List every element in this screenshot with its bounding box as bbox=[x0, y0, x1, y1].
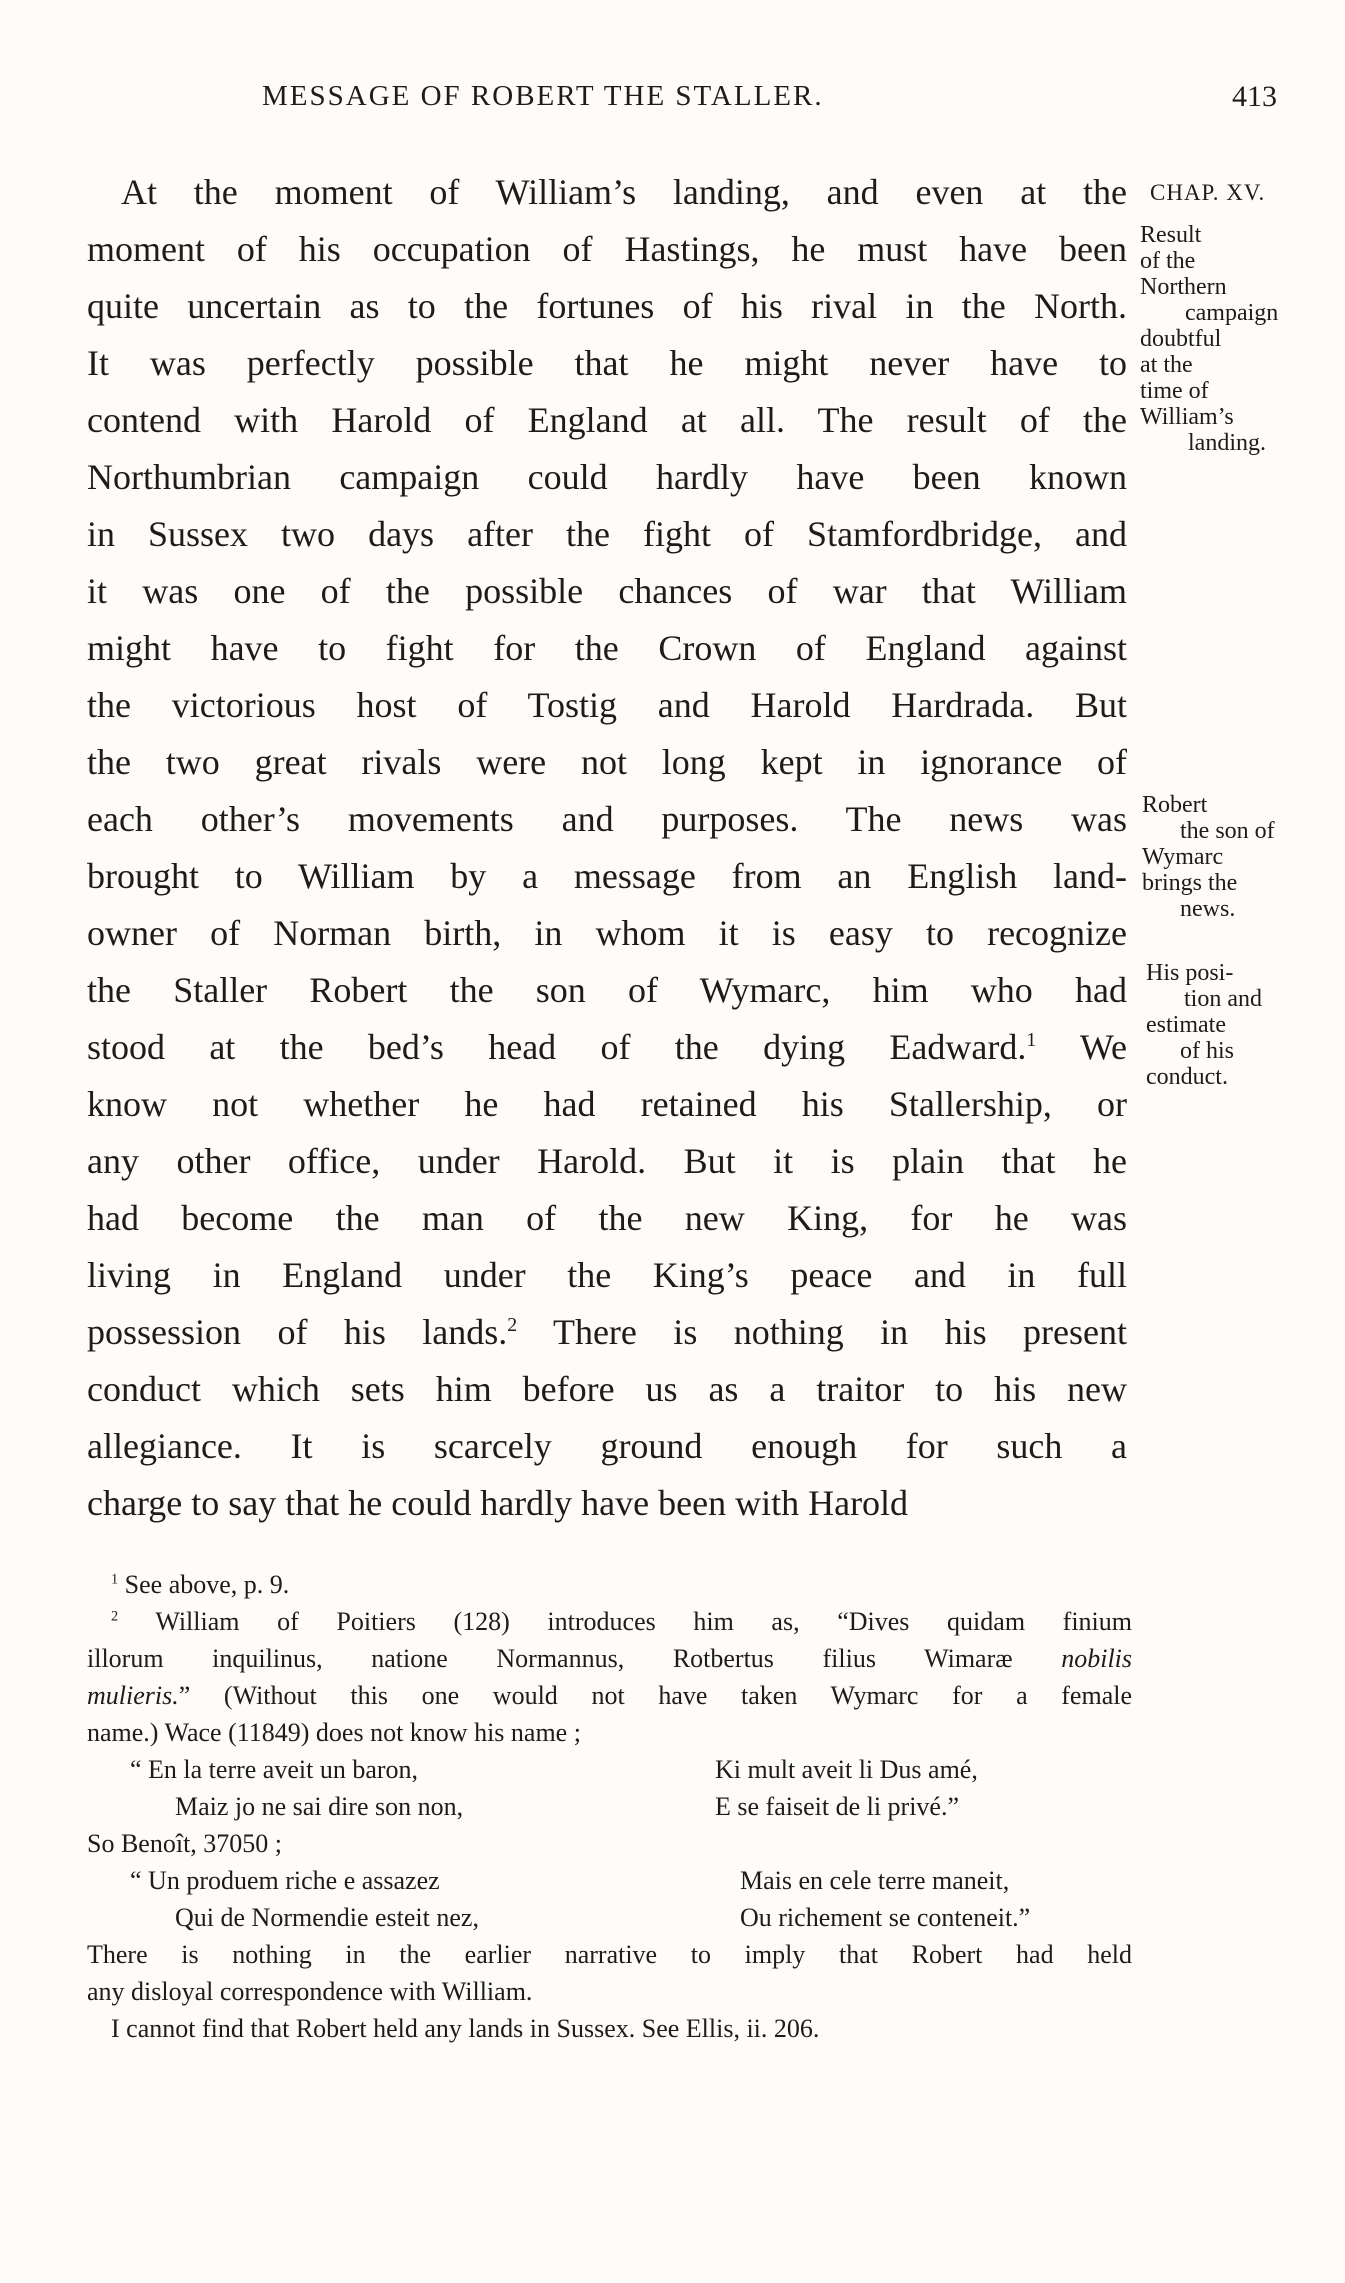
margin-note-line: campaign bbox=[1185, 300, 1279, 326]
text-line: any other office, under Harold. But it is plain that he bbox=[87, 1141, 1127, 1181]
text-line: owner of Norman birth, in whom it is easy to recognize bbox=[87, 913, 1127, 953]
main-text bbox=[87, 164, 1127, 1532]
footnote-3: I cannot find that Robert held any lands in Sussex. See Ellis, ii. 206. bbox=[111, 2014, 820, 2043]
footnote-2-line bbox=[87, 1603, 1132, 1640]
margin-note-line: of his bbox=[1180, 1038, 1234, 1064]
margin-note-line: Wymarc bbox=[1142, 844, 1224, 870]
footnote-text: See above, p. 9. bbox=[124, 1570, 290, 1599]
margin-note-line: tion and bbox=[1184, 986, 1262, 1012]
text-line: It was perfectly possible that he might never have to bbox=[87, 343, 1127, 383]
text-line: brought to William by a message from an English land- bbox=[87, 856, 1127, 896]
margin-note-line: Northern bbox=[1140, 274, 1227, 300]
footnote-2-line: So Benoît, 37050 ; bbox=[87, 1829, 283, 1858]
text-line: the victorious host of Tostig and Harold Hardrada. But bbox=[87, 685, 1127, 725]
text-line: Northumbrian campaign could hardly have been known bbox=[87, 457, 1127, 497]
text-line: conduct which sets him before us as a traitor to his new bbox=[87, 1369, 1127, 1409]
text-line: contend with Harold of England at all. The result of the bbox=[87, 400, 1127, 440]
margin-note-line: brings the bbox=[1142, 870, 1238, 896]
text-line: in Sussex two days after the fight of Stamfordbridge, and bbox=[87, 514, 1127, 554]
margin-note-line: of the bbox=[1140, 248, 1196, 274]
footnote-2-line bbox=[87, 1640, 1132, 1677]
text-line: At the moment of William’s landing, and even at the bbox=[121, 172, 1127, 212]
text-segment: We bbox=[1079, 1027, 1127, 1067]
verse-left: Qui de Normendie esteit nez, bbox=[175, 1903, 479, 1932]
text-line: moment of his occupation of Hastings, he must have been bbox=[87, 229, 1127, 269]
text-line: it was one of the possible chances of war that William bbox=[87, 571, 1127, 611]
footnote-text: William of Poitiers (128) introduces him as, “Dives quidam finium bbox=[155, 1607, 1132, 1636]
margin-note-position bbox=[1146, 960, 1262, 1090]
margin-note-line: news. bbox=[1180, 896, 1236, 922]
footnote-text: illorum inquilinus, natione Normannus, Rotbertus filius Wimaræ bbox=[87, 1644, 1013, 1673]
running-title: MESSAGE OF ROBERT THE STALLER. bbox=[262, 80, 824, 112]
footnote-text-italic: mulieris. bbox=[87, 1681, 179, 1710]
text-segment: stood at the bed’s head of the dying Eadward. bbox=[87, 1027, 1027, 1067]
verse-right: Ou richement se conteneit.” bbox=[740, 1903, 1031, 1932]
text-line: allegiance. It is scarcely ground enough for such a bbox=[87, 1426, 1127, 1466]
text-line bbox=[87, 1019, 1127, 1076]
margin-note-line: Robert bbox=[1142, 792, 1208, 818]
text-line: living in England under the King’s peace and in full bbox=[87, 1255, 1127, 1295]
margin-note-line: the son of bbox=[1180, 818, 1275, 844]
margin-note-line: doubtful bbox=[1140, 326, 1222, 352]
verse-line bbox=[87, 1899, 1132, 1936]
margin-note-line: at the bbox=[1140, 352, 1193, 378]
margin-note-line: Result bbox=[1140, 222, 1202, 248]
footnote-text-italic: nobilis bbox=[1061, 1644, 1133, 1673]
margin-note-line: conduct. bbox=[1146, 1064, 1228, 1090]
margin-note-result bbox=[1140, 222, 1278, 456]
page-number: 413 bbox=[1232, 80, 1277, 113]
text-line: charge to say that he could hardly have been with Harold bbox=[87, 1483, 909, 1523]
text-line: might have to fight for the Crown of England against bbox=[87, 628, 1127, 668]
footnote-2-line: any disloyal correspondence with William. bbox=[87, 1977, 533, 2006]
verse-right: E se faiseit de li privé.” bbox=[715, 1792, 960, 1821]
running-header bbox=[0, 80, 1345, 120]
footnote-1 bbox=[87, 1566, 1132, 1603]
verse-left: “ En la terre aveit un baron, bbox=[130, 1755, 419, 1784]
footnote-2-line: name.) Wace (11849) does not know his name ; bbox=[87, 1718, 581, 1747]
verse-left: Maiz jo ne sai dire son non, bbox=[175, 1792, 464, 1821]
text-line: had become the man of the new King, for he was bbox=[87, 1198, 1127, 1238]
footnote-text: ” (Without this one would not have taken Wymarc for a female bbox=[178, 1681, 1132, 1710]
margin-note-line: William’s bbox=[1140, 404, 1234, 430]
verse-right: Mais en cele terre maneit, bbox=[740, 1866, 1010, 1895]
footnote-marker: 1 bbox=[111, 1571, 119, 1588]
verse-line bbox=[87, 1788, 1132, 1825]
footnote-ref[interactable]: 1 bbox=[1026, 1029, 1037, 1051]
footnote-ref[interactable]: 2 bbox=[507, 1314, 518, 1336]
text-line: each other’s movements and purposes. The news was bbox=[87, 799, 1127, 839]
margin-note-line: estimate bbox=[1146, 1012, 1226, 1038]
text-line: the Staller Robert the son of Wymarc, him who had bbox=[87, 970, 1127, 1010]
text-line: quite uncertain as to the fortunes of his rival in the North. bbox=[87, 286, 1127, 326]
text-line: the two great rivals were not long kept in ignorance of bbox=[87, 742, 1127, 782]
margin-note-line: time of bbox=[1140, 378, 1209, 404]
verse-right: Ki mult aveit li Dus amé, bbox=[715, 1755, 978, 1784]
verse-left: “ Un produem riche e assazez bbox=[130, 1866, 440, 1895]
verse-line bbox=[87, 1751, 1132, 1788]
margin-note-robert bbox=[1142, 792, 1275, 922]
margin-note-line: landing. bbox=[1188, 430, 1266, 456]
text-segment: There is nothing in his present bbox=[552, 1312, 1127, 1352]
text-line: know not whether he had retained his Stallership, or bbox=[87, 1084, 1127, 1124]
footnote-marker: 2 bbox=[111, 1608, 119, 1625]
text-line bbox=[87, 1304, 1127, 1361]
margin-note-line: His posi- bbox=[1146, 960, 1234, 986]
footnote-2-line: There is nothing in the earlier narrative to imply that Robert had held bbox=[87, 1940, 1132, 1969]
text-segment: possession of his lands. bbox=[87, 1312, 508, 1352]
chapter-label: CHAP. XV. bbox=[1150, 180, 1266, 205]
footnote-2-line bbox=[87, 1677, 1132, 1714]
verse-line bbox=[87, 1862, 1132, 1899]
footnotes bbox=[87, 1566, 1132, 2047]
